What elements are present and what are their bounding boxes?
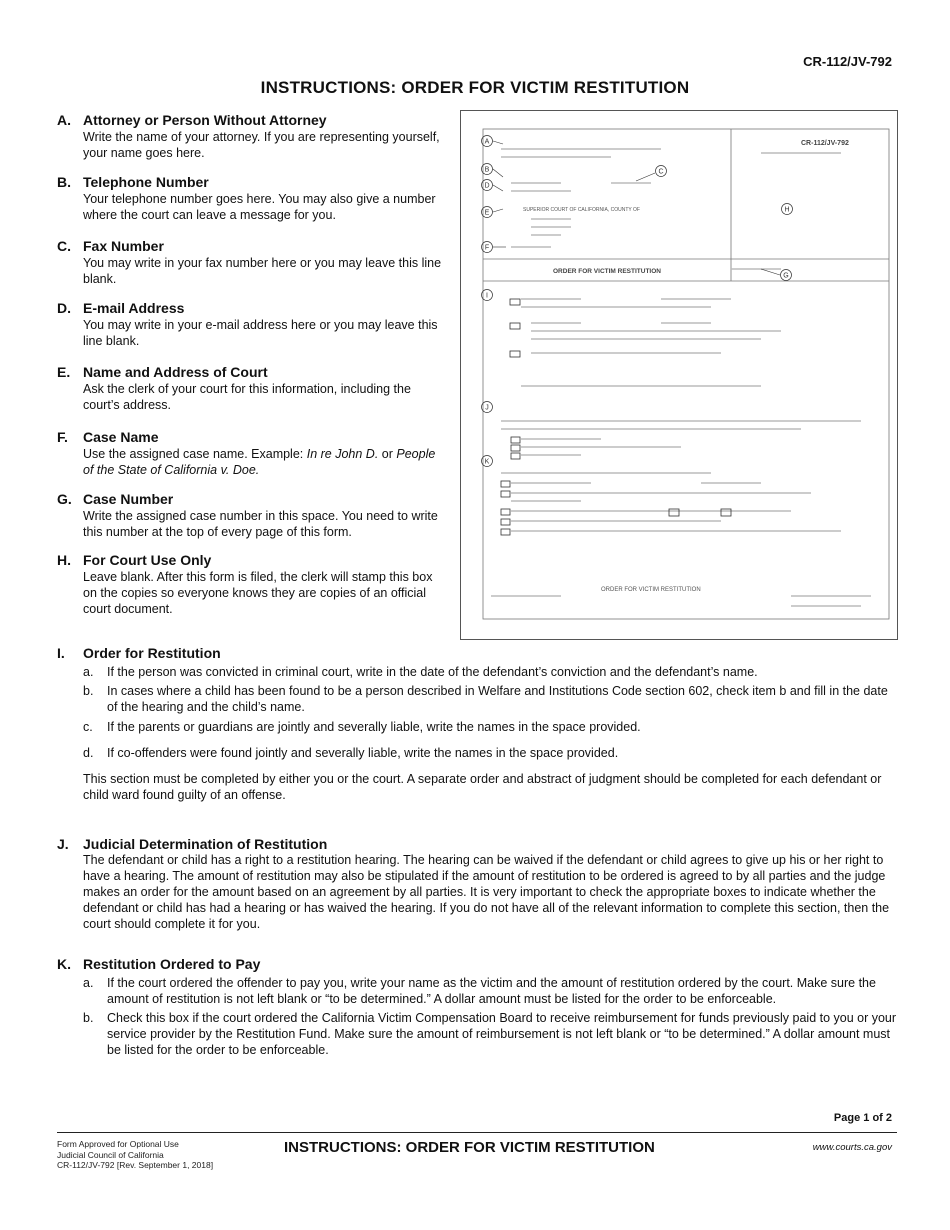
list-item <box>83 975 897 1007</box>
item-text: In cases where a child has been found to be a person described in Welfare and Institutions Code section 602, check item b and fill in the date of the hearing and the child’s name. <box>107 684 888 714</box>
list-item <box>83 683 897 715</box>
section-letter: D. <box>57 300 71 316</box>
thumb-footer-caption: ORDER FOR VICTIM RESTITUTION <box>601 587 701 593</box>
section-heading: Restitution Ordered to Pay <box>83 956 261 972</box>
section-heading: For Court Use Only <box>83 552 212 568</box>
section-heading: Name and Address of Court <box>83 364 268 380</box>
section-h <box>57 552 447 617</box>
marker-b: B <box>484 166 490 174</box>
item-letter: c. <box>83 720 93 734</box>
marker-e: E <box>484 209 490 217</box>
section-d <box>57 300 447 349</box>
section-j <box>57 836 897 932</box>
thumb-caption: ORDER FOR VICTIM RESTITUTION <box>553 268 661 275</box>
marker-d: D <box>484 182 490 190</box>
section-letter: F. <box>57 429 68 445</box>
item-text: Check this box if the court ordered the California Victim Compensation Board to receive reimbursement for funds previously paid to you or your service provider by the Restitution Fund. Make sure the amount of reimbursement is not left blank or “to be determined.” A dollar amount must be listed for the order to be enforceable. <box>107 1011 897 1057</box>
marker-k: K <box>484 458 490 466</box>
list-item <box>83 1010 897 1058</box>
text-part: Use the assigned case name. Example: <box>83 447 307 461</box>
section-c <box>57 238 447 287</box>
section-text: Ask the clerk of your court for this information, including the court’s address. <box>83 382 411 412</box>
example-name: People of the State of California v. Doe. <box>83 447 436 477</box>
section-letter: E. <box>57 364 71 380</box>
footer-council: Judicial Council of California <box>57 1149 164 1160</box>
section-heading: E-mail Address <box>83 300 185 316</box>
item-text: If co-offenders were found jointly and severally liable, write the names in the space provided. <box>107 746 619 760</box>
item-letter: b. <box>83 1011 94 1025</box>
section-letter: G. <box>57 491 72 507</box>
section-text: Leave blank. After this form is filed, the clerk will stamp this box on the copies so everyone knows they are copies of an official court document. <box>83 570 433 616</box>
section-note: This section must be completed by either you or the court. A separate order and abstract of judgment should be completed for each defendant or child ward found guilty of an offense. <box>83 772 882 802</box>
page-title: INSTRUCTIONS: ORDER FOR VICTIM RESTITUTION <box>260 78 690 97</box>
section-e <box>57 364 447 413</box>
section-letter: H. <box>57 552 71 568</box>
section-heading: Case Name <box>83 429 159 445</box>
footer-website[interactable]: www.courts.ca.gov <box>812 1142 892 1153</box>
section-letter: A. <box>57 112 71 128</box>
list-item <box>83 719 897 735</box>
section-letter: J. <box>57 836 69 852</box>
section-heading: Fax Number <box>83 238 164 254</box>
marker-h: H <box>784 206 790 214</box>
section-letter: C. <box>57 238 71 254</box>
form-number: CR-112/JV-792 <box>803 54 892 69</box>
list-item <box>83 664 897 680</box>
footer-left <box>57 1139 213 1171</box>
section-text <box>83 446 447 478</box>
footer-revision: CR-112/JV-792 [Rev. September 1, 2018] <box>57 1160 214 1170</box>
footer-approval: Form Approved for Optional Use <box>57 1139 179 1149</box>
thumb-form-number: CR-112/JV-792 <box>801 140 849 147</box>
section-text: The defendant or child has a right to a restitution hearing. The hearing can be waived if the defendant or child agrees to give up his or her right to have a hearing. The amount of restitution may also be stipulated if the amount of restitution to be ordered is agreed to by all parties and the judge makes an order for the amount based on an agreement by all parties. It is very important to check the appropriate boxes to indicate whether the defendant or child has had a hearing or has waived the hearing. If you do not have all of the relevant information to complete this section, then the court should complete it for you. <box>83 853 890 931</box>
item-text: If the parents or guardians are jointly and severally liable, write the names in the space provided. <box>107 720 641 734</box>
item-letter: a. <box>83 665 94 679</box>
marker-j: J <box>485 404 489 412</box>
section-heading: Case Number <box>83 491 174 507</box>
section-letter: I. <box>57 645 65 661</box>
text-part: or <box>378 447 397 461</box>
marker-a: A <box>484 138 490 146</box>
item-text: If the court ordered the offender to pay you, write your name as the victim and the amount of restitution ordered by the court. Make sure the amount of restitution is not left blank or “to be determined.” A dollar amount must be listed for the order to be enforceable. <box>107 976 876 1006</box>
marker-c: C <box>658 168 664 176</box>
section-text: You may write in your e-mail address here or you may leave this line blank. <box>83 318 438 348</box>
section-g <box>57 491 447 540</box>
section-i <box>57 645 897 803</box>
form-thumbnail-drawing <box>461 111 897 639</box>
section-text: Write the name of your attorney. If you are representing yourself, your name goes here. <box>83 130 440 160</box>
section-k <box>57 956 897 1058</box>
section-heading: Telephone Number <box>83 174 209 190</box>
section-a <box>57 112 447 161</box>
footer-divider <box>57 1132 897 1133</box>
item-letter: b. <box>83 684 94 698</box>
page-number: Page 1 of 2 <box>833 1112 892 1124</box>
item-text: If the person was convicted in criminal court, write in the date of the defendant’s conviction and the defendant’s name. <box>107 665 758 679</box>
footer-title: INSTRUCTIONS: ORDER FOR VICTIM RESTITUTION <box>284 1139 655 1156</box>
example-name: In re John D. <box>306 447 379 461</box>
marker-f: F <box>484 244 490 252</box>
marker-i: I <box>486 292 488 300</box>
item-letter: a. <box>83 976 94 990</box>
item-letter: d. <box>83 746 94 760</box>
section-text: Write the assigned case number in this space. You need to write this number at the top of every page of this form. <box>83 509 438 539</box>
section-letter: K. <box>57 956 71 972</box>
form-thumbnail <box>460 110 898 640</box>
section-heading: Order for Restitution <box>83 645 221 661</box>
section-letter: B. <box>57 174 71 190</box>
list-item <box>83 745 897 761</box>
section-heading: Attorney or Person Without Attorney <box>83 112 327 128</box>
section-b <box>57 174 447 223</box>
section-text: Your telephone number goes here. You may also give a number where the court can leave a message for you. <box>83 192 436 222</box>
marker-g: G <box>783 272 789 280</box>
section-text: You may write in your fax number here or you may leave this line blank. <box>83 256 442 286</box>
section-f <box>57 429 447 478</box>
section-heading: Judicial Determination of Restitution <box>83 836 328 852</box>
thumb-court-header: SUPERIOR COURT OF CALIFORNIA, COUNTY OF <box>523 207 640 213</box>
